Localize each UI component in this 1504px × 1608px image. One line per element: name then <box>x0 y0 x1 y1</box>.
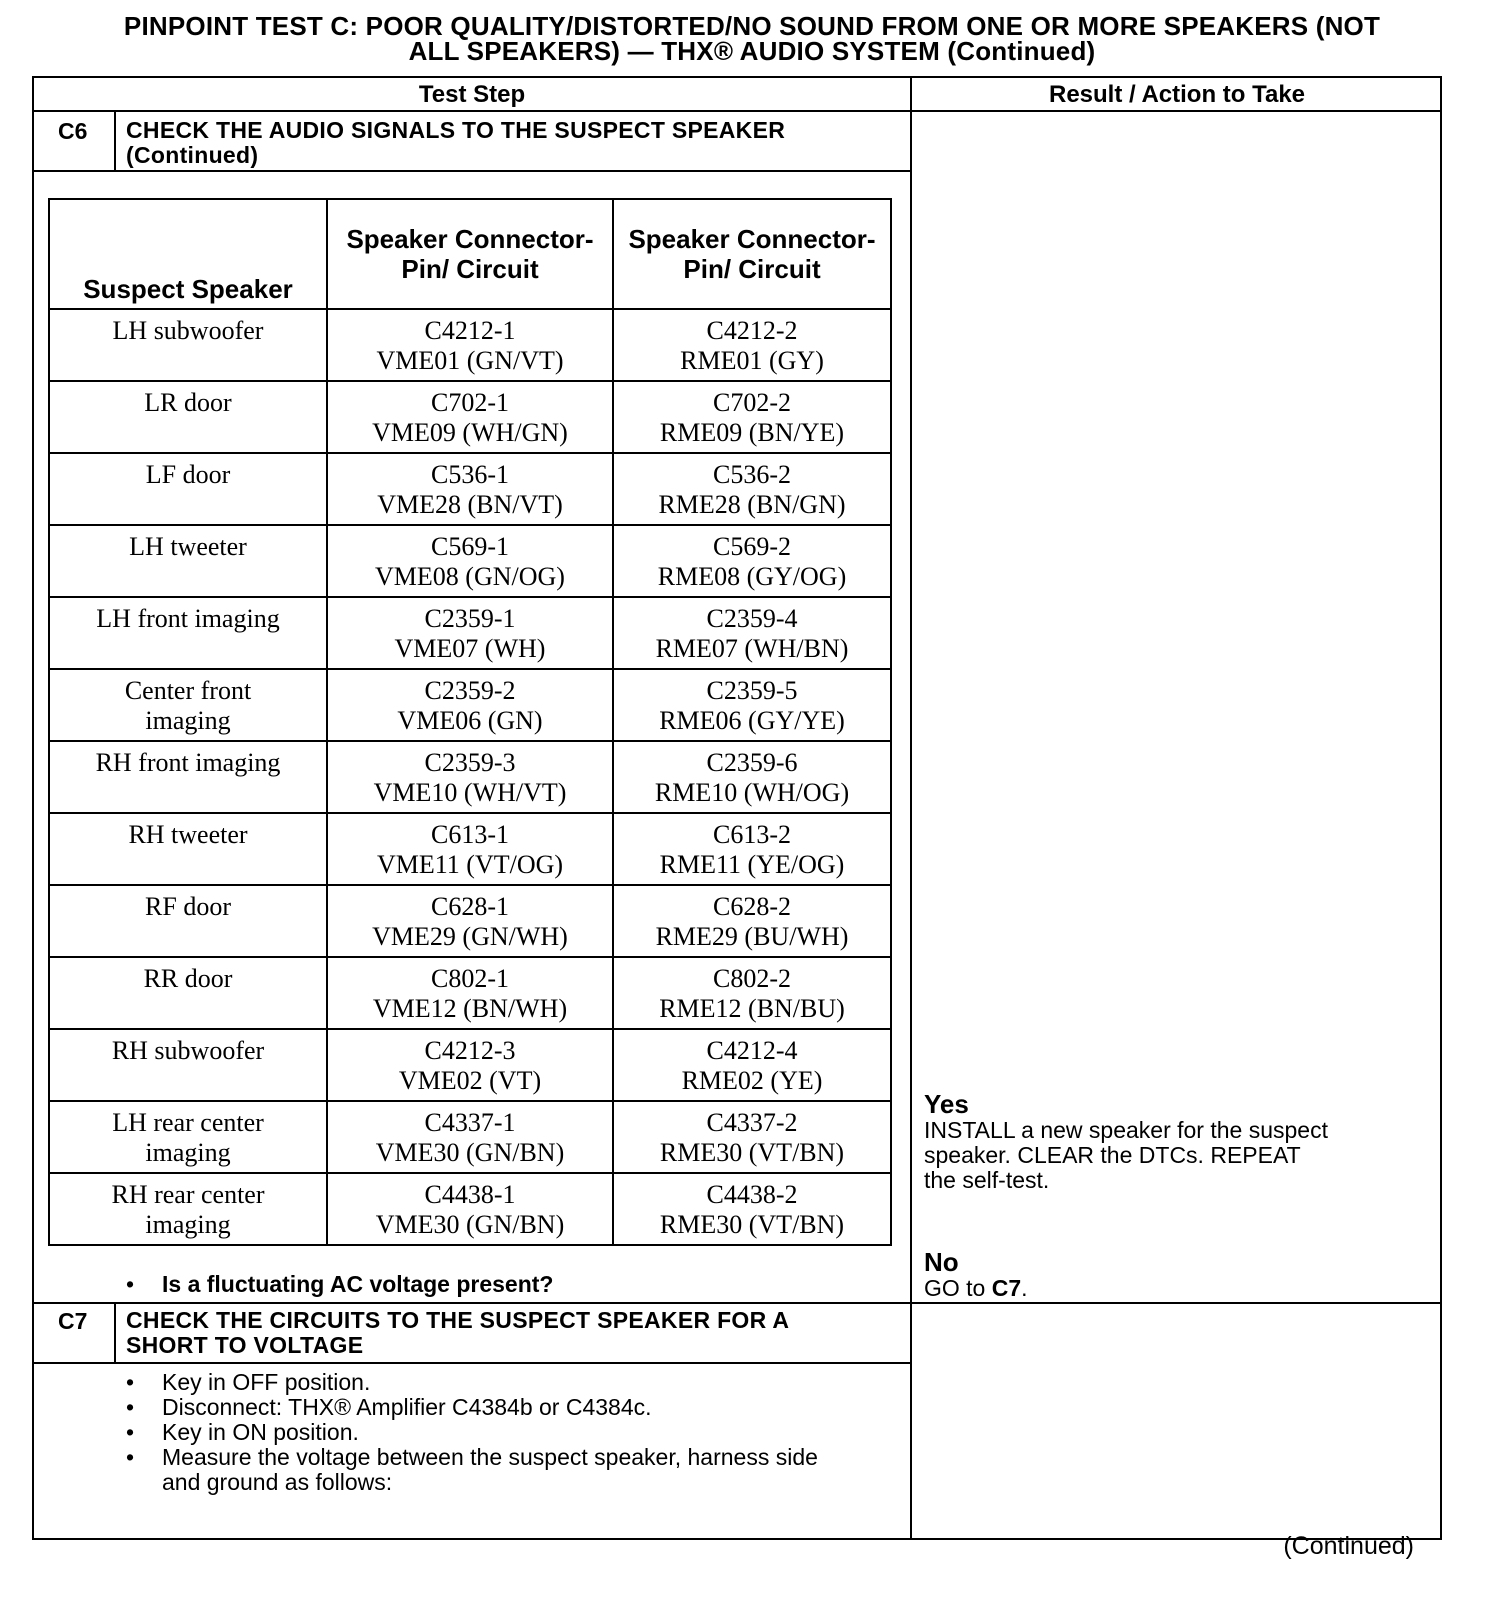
cell-text: LH rear center imaging <box>112 1108 264 1167</box>
c7-bullet-text: Key in OFF position. <box>162 1369 371 1395</box>
cell-text: RH subwoofer <box>111 1036 265 1065</box>
cell-text: RME07 (WH/BN) <box>655 634 849 663</box>
speaker-table-header <box>49 199 891 309</box>
cell-text: RME09 (BN/YE) <box>659 418 845 447</box>
cell-suspect-speaker <box>49 741 327 813</box>
cell-connector-pin-2 <box>613 741 891 813</box>
cell-suspect-speaker <box>49 1173 327 1245</box>
cell-text: C4337-1 <box>424 1108 516 1137</box>
cell-text: C802-2 <box>713 964 791 993</box>
cell-text: RH front imaging <box>95 748 281 777</box>
cell-connector-pin-1 <box>327 669 613 741</box>
cell-text: C4212-4 <box>706 1036 798 1065</box>
cell-text: C4212-2 <box>706 316 798 345</box>
cell-text: C613-1 <box>431 820 509 849</box>
cell-text: C4212-1 <box>424 316 516 345</box>
cell-text: RME11 (YE/OG) <box>659 850 845 879</box>
cell-connector-pin-1 <box>327 1029 613 1101</box>
result-yes-line: speaker. CLEAR the DTCs. REPEAT <box>924 1142 1301 1168</box>
cell-text: RME06 (GY/YE) <box>659 706 845 735</box>
cell-connector-pin-2 <box>613 381 891 453</box>
c7-title-line1: CHECK THE CIRCUITS TO THE SUSPECT SPEAKER FOR A <box>126 1307 790 1333</box>
cell-text: C2359-4 <box>706 604 798 633</box>
cell-text: LF door <box>145 460 231 489</box>
cell-connector-pin-1 <box>327 309 613 381</box>
table-row <box>49 525 891 597</box>
cell-text: VME10 (WH/VT) <box>373 778 567 807</box>
cell-suspect-speaker <box>49 309 327 381</box>
cell-suspect-speaker <box>49 813 327 885</box>
cell-text: LH front imaging <box>96 604 280 633</box>
cell-text: C4212-3 <box>424 1036 516 1065</box>
c7-step-id: C7 <box>58 1308 88 1334</box>
result-yes-label: Yes <box>924 1089 969 1119</box>
c7-title-line2: SHORT TO VOLTAGE <box>126 1332 364 1358</box>
cell-text: VME02 (VT) <box>398 1066 542 1095</box>
cell-text: C569-2 <box>713 532 791 561</box>
table-row <box>49 381 891 453</box>
cell-text: VME09 (WH/GN) <box>372 418 568 447</box>
cell-connector-pin-2 <box>613 813 891 885</box>
cell-text: RR door <box>143 964 233 993</box>
page-title <box>20 11 1484 66</box>
bullet-icon: • <box>126 1444 135 1470</box>
table-row <box>49 1101 891 1173</box>
cell-connector-pin-1 <box>327 885 613 957</box>
cell-suspect-speaker <box>49 525 327 597</box>
cell-text: RF door <box>145 892 231 921</box>
cell-text: RME08 (GY/OG) <box>657 562 847 591</box>
c7-top-divider <box>34 1302 1442 1304</box>
cell-connector-pin-2 <box>613 453 891 525</box>
header-result: Result / Action to Take <box>1048 81 1306 108</box>
cell-text: LH tweeter <box>129 532 247 561</box>
cell-connector-pin-2 <box>613 1029 891 1101</box>
cell-connector-pin-2 <box>613 669 891 741</box>
result-no-label: No <box>924 1247 959 1277</box>
result-no-action <box>924 1276 1028 1301</box>
cell-text: VME07 (WH) <box>394 634 546 663</box>
cell-connector-pin-2 <box>613 597 891 669</box>
cell-connector-pin-1 <box>327 957 613 1029</box>
cell-text: C628-1 <box>431 892 509 921</box>
cell-text: RH tweeter <box>128 820 248 849</box>
cell-suspect-speaker <box>49 597 327 669</box>
cell-suspect-speaker <box>49 885 327 957</box>
cell-text: RME12 (BN/BU) <box>659 994 845 1023</box>
cell-suspect-speaker <box>49 1101 327 1173</box>
c7-title-divider <box>34 1362 910 1364</box>
cell-text: RME10 (WH/OG) <box>654 778 850 807</box>
speaker-connector-table <box>48 198 892 1246</box>
result-no-suffix: . <box>1021 1275 1028 1301</box>
header-test-step: Test Step <box>418 81 526 108</box>
cell-text: LR door <box>144 388 232 417</box>
cell-text: C613-2 <box>713 820 791 849</box>
col-suspect-speaker: Suspect Speaker <box>49 199 327 309</box>
cell-text: RME29 (BU/WH) <box>655 922 849 951</box>
bullet-icon: • <box>126 1394 135 1420</box>
col-connector-pin-1: Speaker Connector-Pin/ Circuit <box>327 199 613 309</box>
cell-text: C536-2 <box>713 460 791 489</box>
cell-connector-pin-1 <box>327 741 613 813</box>
cell-suspect-speaker <box>49 669 327 741</box>
table-row <box>49 741 891 813</box>
cell-suspect-speaker <box>49 957 327 1029</box>
result-no-target: C7 <box>991 1275 1022 1301</box>
col-connector-pin-2: Speaker Connector-Pin/ Circuit <box>613 199 891 309</box>
table-row <box>49 1029 891 1101</box>
c7-bullet-text: Key in ON position. <box>162 1419 359 1445</box>
table-row <box>49 885 891 957</box>
column-divider <box>910 78 912 1540</box>
cell-text: VME30 (GN/BN) <box>375 1210 565 1239</box>
table-row <box>49 813 891 885</box>
cell-connector-pin-2 <box>613 957 891 1029</box>
cell-connector-pin-1 <box>327 597 613 669</box>
cell-text: Center front imaging <box>124 676 252 735</box>
cell-suspect-speaker <box>49 453 327 525</box>
cell-text: RME01 (GY) <box>680 346 824 375</box>
cell-text: C536-1 <box>431 460 509 489</box>
c6-result-no <box>924 1248 1028 1301</box>
pinpoint-test-table <box>32 76 1442 1540</box>
cell-text: VME01 (GN/VT) <box>376 346 564 375</box>
cell-connector-pin-1 <box>327 525 613 597</box>
page-title-line2: ALL SPEAKERS) — THX® AUDIO SYSTEM (Continued) <box>408 36 1096 66</box>
table-row <box>49 309 891 381</box>
cell-text: RME28 (BN/GN) <box>658 490 846 519</box>
cell-text: C702-2 <box>713 388 791 417</box>
cell-text: C2359-3 <box>424 748 516 777</box>
cell-text: VME08 (GN/OG) <box>375 562 565 591</box>
c6-title-line2: (Continued) <box>126 142 259 168</box>
cell-connector-pin-1 <box>327 381 613 453</box>
cell-text: C802-1 <box>431 964 509 993</box>
cell-text: RH rear center imaging <box>111 1180 265 1239</box>
table-row <box>49 669 891 741</box>
c7-step-id-divider <box>114 1304 116 1362</box>
step-id-divider <box>114 112 116 170</box>
cell-text: C2359-5 <box>706 676 798 705</box>
result-yes-line: the self-test. <box>924 1167 1050 1193</box>
cell-text: LH subwoofer <box>112 316 264 345</box>
cell-text: C2359-1 <box>424 604 516 633</box>
cell-text: C4438-2 <box>706 1180 798 1209</box>
cell-text: VME30 (GN/BN) <box>375 1138 565 1167</box>
result-yes-line: INSTALL a new speaker for the suspect <box>924 1117 1328 1143</box>
cell-connector-pin-2 <box>613 1173 891 1245</box>
result-no-prefix: GO to <box>924 1275 992 1301</box>
cell-suspect-speaker <box>49 381 327 453</box>
c7-bullet-text: Disconnect: THX® Amplifier C4384b or C4384c. <box>162 1394 652 1420</box>
bullet-icon: • <box>126 1419 135 1445</box>
c6-step-title <box>126 118 785 168</box>
cell-text: VME29 (GN/WH) <box>372 922 568 951</box>
table-row <box>49 453 891 525</box>
c6-step-id: C6 <box>58 118 88 144</box>
c6-title-divider <box>34 170 910 172</box>
cell-connector-pin-2 <box>613 885 891 957</box>
bullet-icon: • <box>126 1271 135 1297</box>
c7-step-title <box>126 1308 789 1358</box>
header-divider <box>34 110 1442 112</box>
cell-text: C4438-1 <box>424 1180 516 1209</box>
cell-suspect-speaker <box>49 1029 327 1101</box>
cell-text: RME30 (VT/BN) <box>659 1210 845 1239</box>
cell-text: VME12 (BN/WH) <box>372 994 568 1023</box>
c7-bullet-text: Measure the voltage between the suspect speaker, harness side <box>162 1444 818 1470</box>
cell-text: RME30 (VT/BN) <box>659 1138 845 1167</box>
cell-text: C702-1 <box>431 388 509 417</box>
table-row <box>49 957 891 1029</box>
c7-bullet-text: and ground as follows: <box>162 1469 393 1495</box>
cell-connector-pin-1 <box>327 1173 613 1245</box>
cell-connector-pin-2 <box>613 1101 891 1173</box>
cell-text: C628-2 <box>713 892 791 921</box>
cell-text: VME06 (GN) <box>397 706 543 735</box>
table-row <box>49 1173 891 1245</box>
bullet-icon: • <box>126 1369 135 1395</box>
cell-text: C569-1 <box>431 532 509 561</box>
c6-title-line1: CHECK THE AUDIO SIGNALS TO THE SUSPECT SPEAKER <box>126 117 786 143</box>
cell-connector-pin-2 <box>613 525 891 597</box>
cell-text: VME11 (VT/OG) <box>376 850 564 879</box>
cell-connector-pin-2 <box>613 309 891 381</box>
cell-text: C2359-6 <box>706 748 798 777</box>
cell-connector-pin-1 <box>327 453 613 525</box>
c6-question-text: Is a fluctuating AC voltage present? <box>162 1271 554 1297</box>
cell-text: RME02 (YE) <box>681 1066 823 1095</box>
cell-text: C2359-2 <box>424 676 516 705</box>
cell-connector-pin-1 <box>327 813 613 885</box>
page-title-line1: PINPOINT TEST C: POOR QUALITY/DISTORTED/NO SOUND FROM ONE OR MORE SPEAKERS (NOT <box>123 11 1381 41</box>
cell-text: VME28 (BN/VT) <box>377 490 563 519</box>
table-row <box>49 597 891 669</box>
cell-connector-pin-1 <box>327 1101 613 1173</box>
c6-result-yes <box>924 1090 1328 1193</box>
cell-text: C4337-2 <box>706 1108 798 1137</box>
continued-label: (Continued) <box>1283 1532 1414 1560</box>
